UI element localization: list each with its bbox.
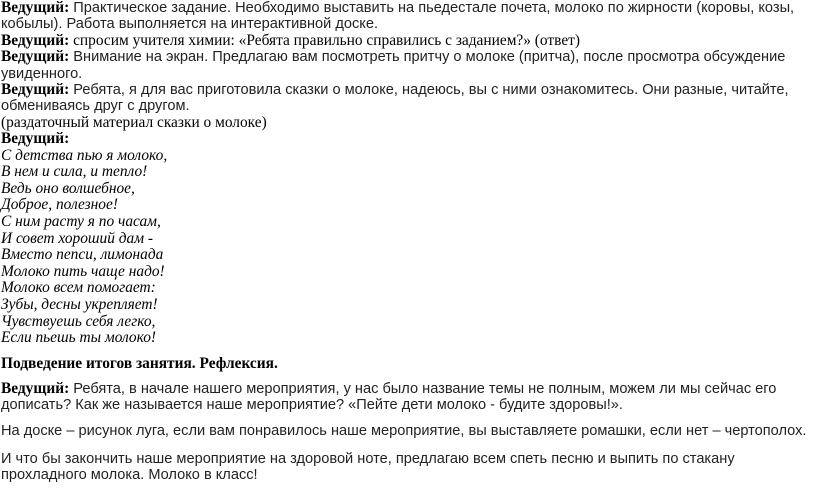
speaker-label: Ведущий:	[1, 0, 70, 16]
speaker-label: Ведущий:	[1, 379, 70, 397]
poem-line: Если пьешь ты молоко!	[1, 329, 157, 347]
speaker-label: Ведущий:	[1, 48, 70, 66]
poem-line: Ведь оно волшебное,	[1, 179, 135, 197]
poem-line: В нем и сила, и тепло!	[1, 163, 148, 181]
paragraph-screen-parable	[1, 49, 814, 82]
speaker-label: Ведущий:	[1, 31, 70, 49]
paragraph-event-title	[1, 381, 814, 414]
speaker-label: Ведущий:	[1, 81, 70, 99]
paragraph-text: Внимание на экран. Предлагаю вам посмотреть притчу о молоке (притча), после просмотра обсуждение увиденного.	[1, 49, 786, 82]
section-heading-summary: Подведение итогов занятия. Рефлексия.	[1, 354, 278, 372]
paragraph-text: спросим учителя химии: «Ребята правильно справились с заданием?» (ответ)	[69, 31, 581, 49]
poem-line: Вместо пепси, лимонада	[1, 246, 164, 264]
poem-line: Зубы, десны укрепляет!	[1, 296, 158, 313]
speaker-label: Ведущий:	[1, 130, 70, 148]
paragraph-text: Ребята, в начале нашего мероприятия, у нас было название темы не полным, можем ли мы сейчас его дописать? Как же называется наше мероприятие? «Пейте дети молоко - будите здоровы!».	[1, 380, 777, 414]
poem-line: Доброе, полезное!	[1, 196, 118, 214]
paragraph-poem-speaker	[1, 131, 814, 147]
poem-line: С детства пью я молоко,	[1, 146, 168, 164]
poem-line: Чувствуешь себя легко,	[1, 312, 156, 330]
poem-line: И совет хороший дам -	[1, 229, 154, 247]
poem-line: Молоко всем помогает:	[1, 279, 156, 297]
paragraph-board-drawing: На доске – рисунок луга, если вам понравилось наше мероприятие, вы выставляете ромашки, если нет – чертополох.	[1, 422, 807, 439]
paragraph-closing: И что бы закончить наше мероприятие на здоровой ноте, предлагаю всем спеть песню и выпить по стакану прохладного молока. Молоко в класс!	[1, 451, 735, 484]
poem	[1, 148, 814, 347]
paragraph-practical-task	[1, 0, 814, 33]
poem-line: С ним расту я по часам,	[1, 213, 161, 231]
paragraph-text: (раздаточный материал сказки о молоке)	[1, 113, 267, 131]
paragraph-text: Ребята, я для вас приготовила сказки о молоке, надеюсь, вы с ними ознакомитесь. Они разные, читайте, обмениваясь друг с другом.	[1, 82, 789, 115]
paragraph-text: Практическое задание. Необходимо выставить на пьедестале почета, молоко по жирности (коровы, козы, кобылы). Работа выполняется на интерактивной доске.	[1, 0, 795, 33]
poem-line: Молоко пить чаще надо!	[1, 262, 165, 280]
paragraph-milk-tales	[1, 82, 814, 115]
paragraph-chemistry-teacher	[1, 33, 814, 49]
paragraph-handout-note	[1, 115, 814, 131]
